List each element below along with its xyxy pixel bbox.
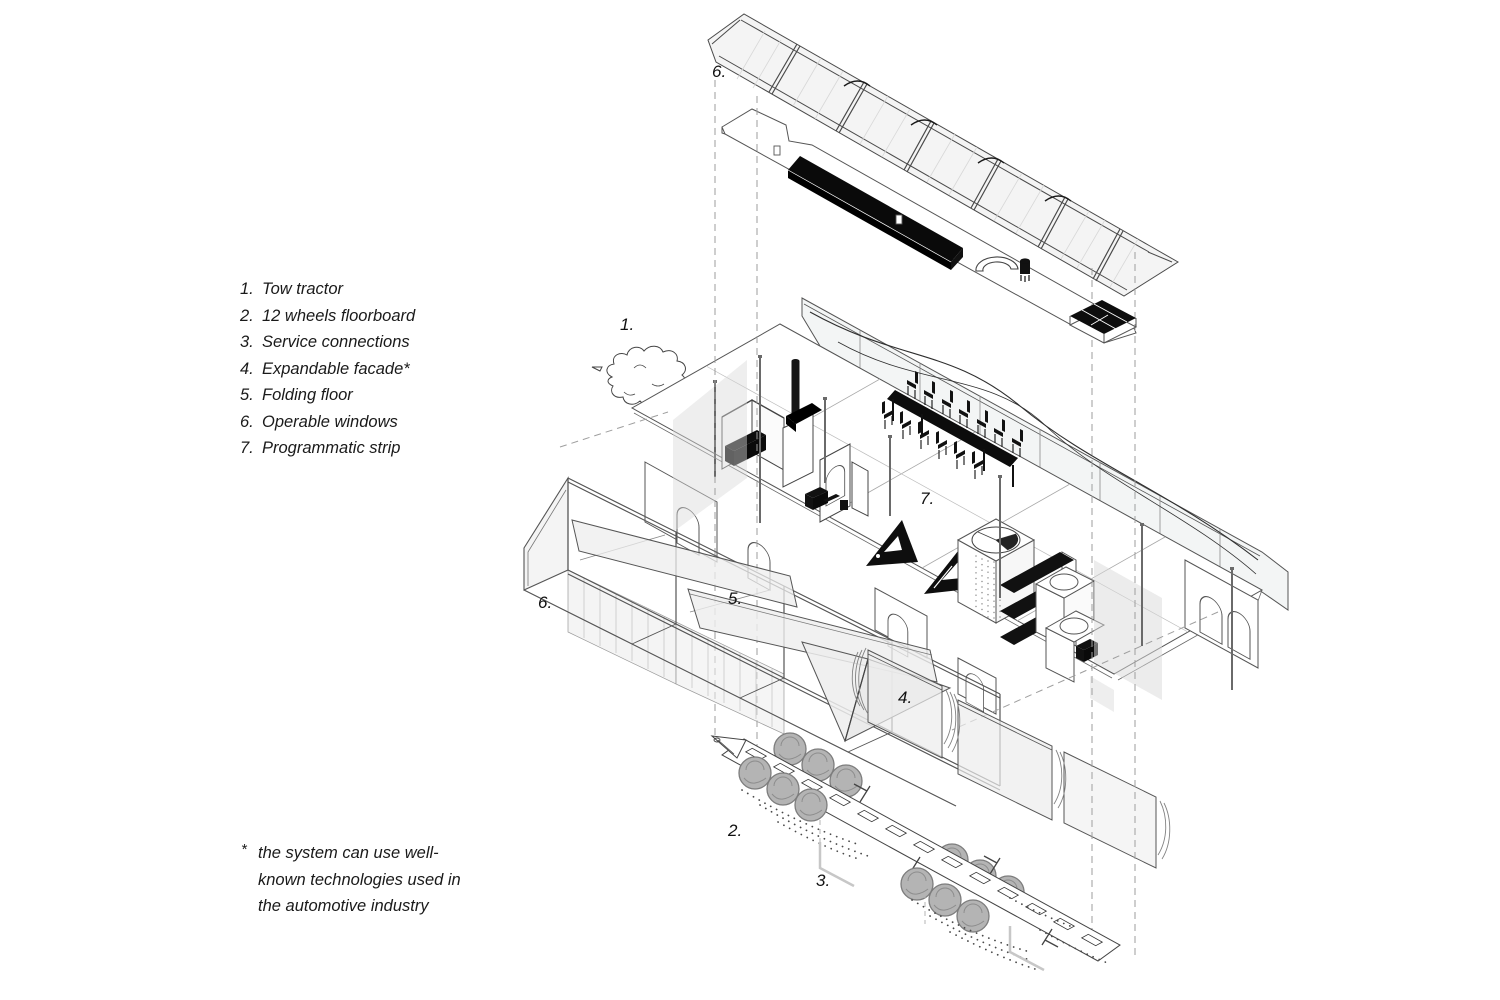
legend-item <box>240 409 415 436</box>
footnote-asterisk: * <box>241 841 247 858</box>
legend-item-number: 3. <box>240 333 254 351</box>
bath-fixtures <box>1036 567 1104 682</box>
footnote-line: the system can use well- <box>258 844 439 862</box>
label-programmatic-strip: 7. <box>920 489 935 508</box>
legend-item-label: Tow tractor <box>262 280 344 298</box>
label-tow-tractor: 1. <box>620 315 635 334</box>
legend-item <box>240 382 415 409</box>
legend-item <box>240 276 415 303</box>
roof-cylinder <box>1020 258 1030 282</box>
legend-item <box>240 303 415 330</box>
floorboard-layer <box>712 733 1120 970</box>
label-operable-windows-left: 6. <box>538 593 553 612</box>
label-floorboard: 2. <box>728 821 743 840</box>
legend-item-number: 1. <box>240 280 254 298</box>
gable-end <box>524 478 568 590</box>
legend-item <box>240 356 415 383</box>
legend-item-number: 4. <box>240 359 254 378</box>
legend <box>240 276 415 462</box>
legend-item <box>240 435 415 462</box>
legend-item-label: Folding floor <box>262 386 353 404</box>
legend-item-label: Expandable facade* <box>262 359 410 378</box>
footnote-line: known technologies used in <box>258 870 461 889</box>
legend-item-label: Programmatic strip <box>262 439 401 457</box>
floorboard-plank <box>722 739 1120 961</box>
footnote-line: the automotive industry <box>258 897 429 915</box>
label-operable-windows-top: 6. <box>712 62 727 81</box>
legend-item-number: 2. <box>240 306 254 325</box>
legend-item-number: 5. <box>240 386 254 404</box>
label-folding-floor: 5. <box>728 589 743 608</box>
legend-item-number: 6. <box>240 412 254 431</box>
label-service-connections: 3. <box>816 871 831 890</box>
legend-item-label: Service connections <box>262 333 410 351</box>
footnote <box>241 840 461 920</box>
legend-item <box>240 329 415 356</box>
legend-item-label: Operable windows <box>262 412 398 431</box>
legend-item-number: 7. <box>240 439 254 457</box>
label-expandable-facade: 4. <box>898 688 913 707</box>
legend-item-label: 12 wheels floorboard <box>262 306 416 325</box>
